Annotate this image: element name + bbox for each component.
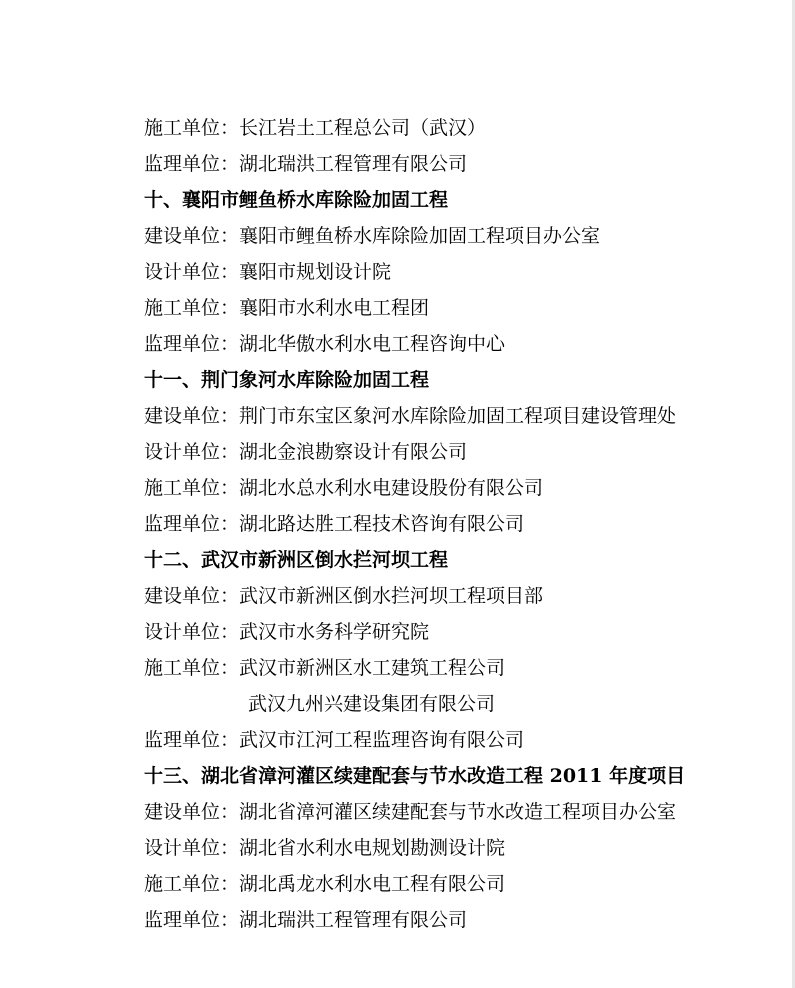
- entry-construction-unit: 施工单位：湖北禹龙水利水电工程有限公司: [144, 873, 506, 895]
- section-heading-12: 十二、武汉市新洲区倒水拦河坝工程: [144, 549, 449, 571]
- section-heading-10: 十、襄阳市鲤鱼桥水库除险加固工程: [144, 189, 449, 211]
- entry-supervision-unit: 监理单位：湖北瑞洪工程管理有限公司: [144, 153, 468, 175]
- entry-supervision-unit: 监理单位：武汉市江河工程监理咨询有限公司: [144, 729, 525, 751]
- entry-construction-unit: 施工单位：襄阳市水利水电工程团: [144, 297, 430, 319]
- entry-supervision-unit: 监理单位：湖北路达胜工程技术咨询有限公司: [144, 513, 525, 535]
- entry-design-unit: 设计单位：湖北金浪勘察设计有限公司: [144, 441, 468, 463]
- entry-construction-unit: 施工单位：武汉市新洲区水工建筑工程公司: [144, 657, 506, 679]
- entry-supervision-unit: 监理单位：湖北华傲水利水电工程咨询中心: [144, 333, 506, 355]
- entry-owner-unit: 建设单位：武汉市新洲区倒水拦河坝工程项目部: [144, 585, 544, 607]
- entry-design-unit: 设计单位：湖北省水利水电规划勘测设计院: [144, 837, 506, 859]
- entry-owner-unit: 建设单位：襄阳市鲤鱼桥水库除险加固工程项目办公室: [144, 225, 601, 247]
- entry-owner-unit: 建设单位：荆门市东宝区象河水库除险加固工程项目建设管理处: [144, 405, 677, 427]
- entry-design-unit: 设计单位：襄阳市规划设计院: [144, 261, 392, 283]
- entry-supervision-unit: 监理单位：湖北瑞洪工程管理有限公司: [144, 909, 468, 931]
- entry-construction-unit: 施工单位：湖北水总水利水电建设股份有限公司: [144, 477, 544, 499]
- document-body: [144, 110, 764, 938]
- section-heading-11: 十一、荆门象河水库除险加固工程: [144, 369, 430, 391]
- entry-continuation: 武汉九州兴建设集团有限公司: [248, 693, 496, 715]
- entry-design-unit: 设计单位：武汉市水务科学研究院: [144, 621, 430, 643]
- entry-owner-unit: 建设单位：湖北省漳河灌区续建配套与节水改造工程项目办公室: [144, 801, 677, 823]
- section-heading-13: 十三、湖北省漳河灌区续建配套与节水改造工程 2011 年度项目: [144, 765, 686, 787]
- entry-construction-unit: 施工单位：长江岩土工程总公司（武汉）: [144, 117, 487, 139]
